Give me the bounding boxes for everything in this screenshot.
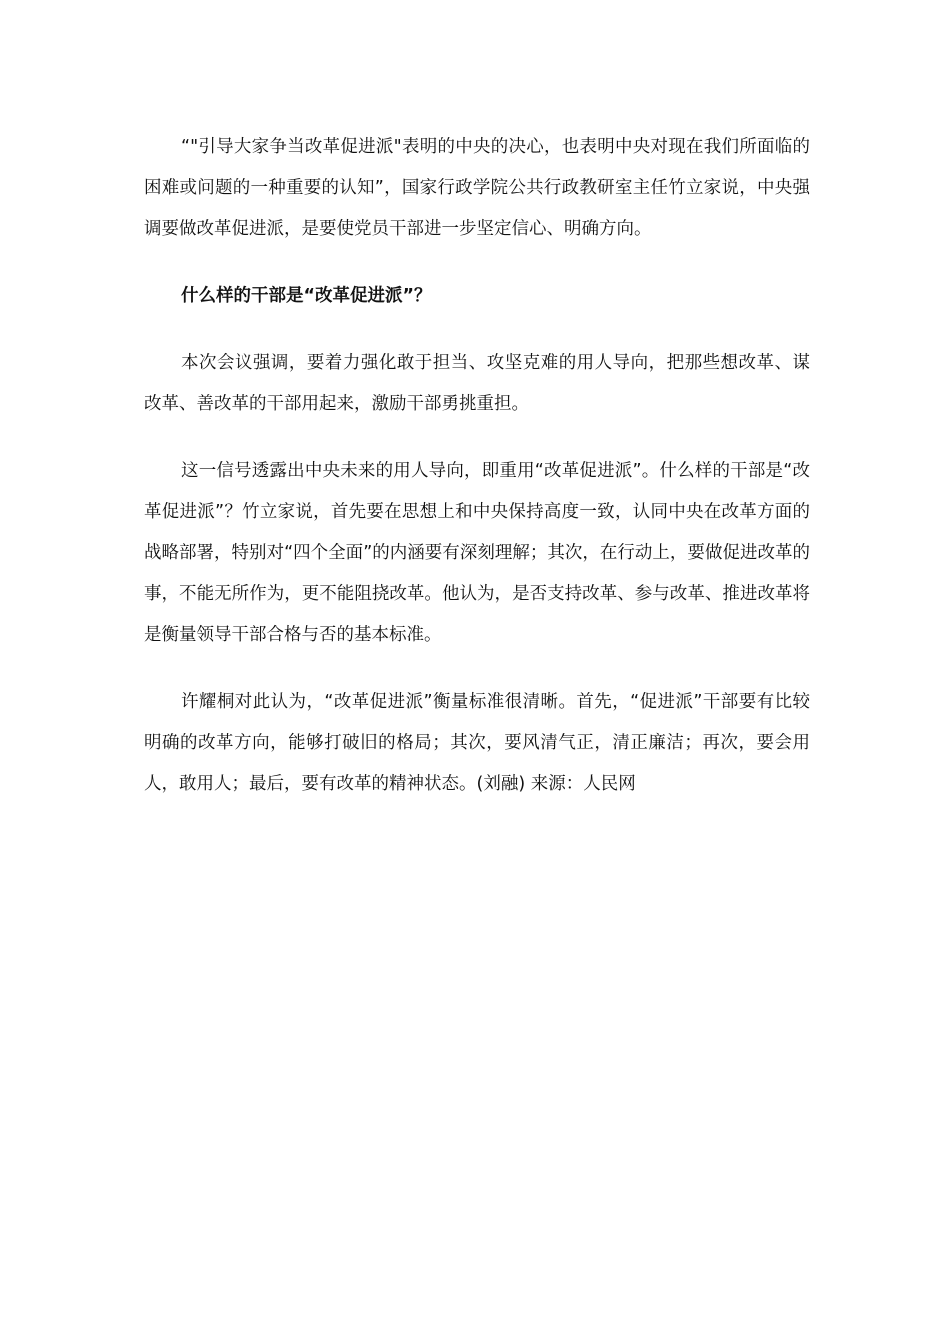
paragraph-opening-quote: “"引导大家争当改革促进派"表明的中央的决心，也表明中央对现在我们所面临的困难或问题的一种重要的认知”，国家行政学院公共行政教研室主任竹立家说，中央强调要做改革促进派，是要使党员干部进一步坚定信心、明确方向。 xyxy=(144,137,810,239)
paragraph-standards: 许耀桐对此认为，“改革促进派”衡量标准很清晰。首先，“促进派”干部要有比较明确的改革方向，能够打破旧的格局；其次，要风清气正，清正廉洁；再次，要会用人，敢用人；最后，要有改革的精神状态。(刘融) 来源：人民网 xyxy=(144,692,810,794)
article-body xyxy=(144,127,810,831)
section-heading: 什么样的干部是“改革促进派”？ xyxy=(181,286,432,306)
paragraph-meeting-emphasis: 本次会议强调，要着力强化敢于担当、攻坚克难的用人导向，把那些想改革、谋改革、善改革的干部用起来，激励干部勇挑重担。 xyxy=(144,353,810,414)
paragraph-signal-analysis: 这一信号透露出中央未来的用人导向，即重用“改革促进派”。什么样的干部是“改革促进派”？竹立家说，首先要在思想上和中央保持高度一致，认同中央在改革方面的战略部署，特别对“四个全面”的内涵要有深刻理解；其次，在行动上，要做促进改革的事，不能无所作为，更不能阻挠改革。他认为，是否支持改革、参与改革、推进改革将是衡量领导干部合格与否的基本标准。 xyxy=(144,461,810,645)
